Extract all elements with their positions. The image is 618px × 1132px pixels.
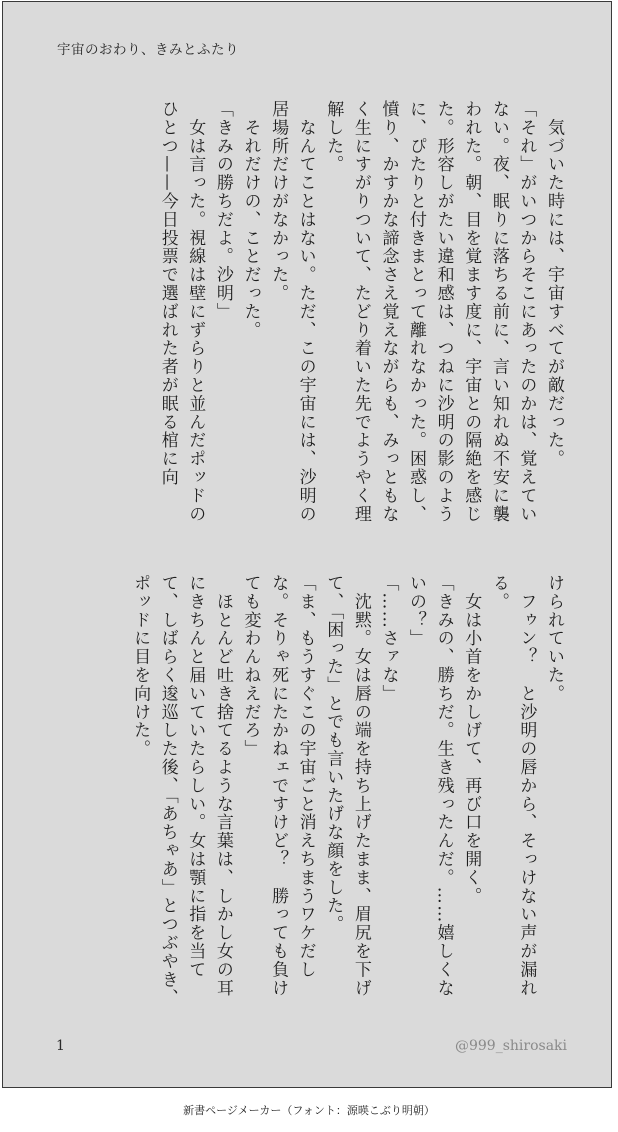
book-title: 宇宙のおわり、きみとふたり xyxy=(57,42,239,58)
footer-credit: 新書ページメーカー（フォント：源暎こぶり明朝） xyxy=(183,1104,435,1117)
paragraph: 「それ」がいつからそこにあったのかは、覚えていない。夜、眠りに落ちる前に、言い知れぬ不安に襲われた。朝、目を覚ます度に、宇宙との隔絶を感じた。形容しがたい違和感は、つねに沙明の影のように、ぴたりと付きまとって離れなかった。困惑し、憤り、かすかな諦念さえ覚えながらも、みっともなく生にすがりついて、たどり着いた先でようやく理解した。 xyxy=(323,100,537,524)
paragraph: それだけの、ことだった。 xyxy=(240,100,261,340)
text-column-upper xyxy=(57,100,567,535)
paragraph: 女は言った。視線は壁にずらりと並んだポッドのひとつ——今日投票で選ばれた者が眠る棺に向 xyxy=(157,100,206,524)
paragraph: 「きみの、勝ちだ。生き残ったんだ。……嬉しくないの？」 xyxy=(406,574,454,998)
text-column-lower xyxy=(57,574,567,1009)
author-handle: @999_shirosaki xyxy=(454,1038,567,1054)
paragraph: 沈黙。女は唇の端を持ち上げたまま、眉尻を下げて、「困った」とでも言いたげな顔をした。 xyxy=(323,574,371,998)
paragraph: なんてことはない。ただ、この宇宙には、沙明の居場所だけがなかった。 xyxy=(268,100,316,524)
paragraph: ほとんど吐き捨てるような言葉は、しかし女の耳にきちんと届いていたらしい。女は顎に指を当てて、しばらく逡巡した後、「あちゃあ」とつぶやき、ポッドに目を向けた。 xyxy=(130,574,233,1008)
paragraph: 「ま、もうすぐこの宇宙ごと消えちまうワケだしな。そりゃ死にたかねェですけど？ 勝っても負けても変わんねえだろ」 xyxy=(240,574,316,998)
paragraph: 「……さァな」 xyxy=(378,574,399,703)
book-page xyxy=(2,1,612,1088)
paragraph: けられていた。 xyxy=(544,574,564,703)
paragraph: 気づいた時には、宇宙すべてが敵だった。 xyxy=(544,100,564,468)
page-number: 1 xyxy=(56,1038,65,1054)
paragraph: フゥン？ と沙明の唇から、そっけない声が漏れる。 xyxy=(488,574,537,998)
paragraph: 女は小首をかしげて、再び口を開く。 xyxy=(461,574,482,906)
paragraph: 「きみの勝ちだよ。沙明」 xyxy=(212,100,233,321)
